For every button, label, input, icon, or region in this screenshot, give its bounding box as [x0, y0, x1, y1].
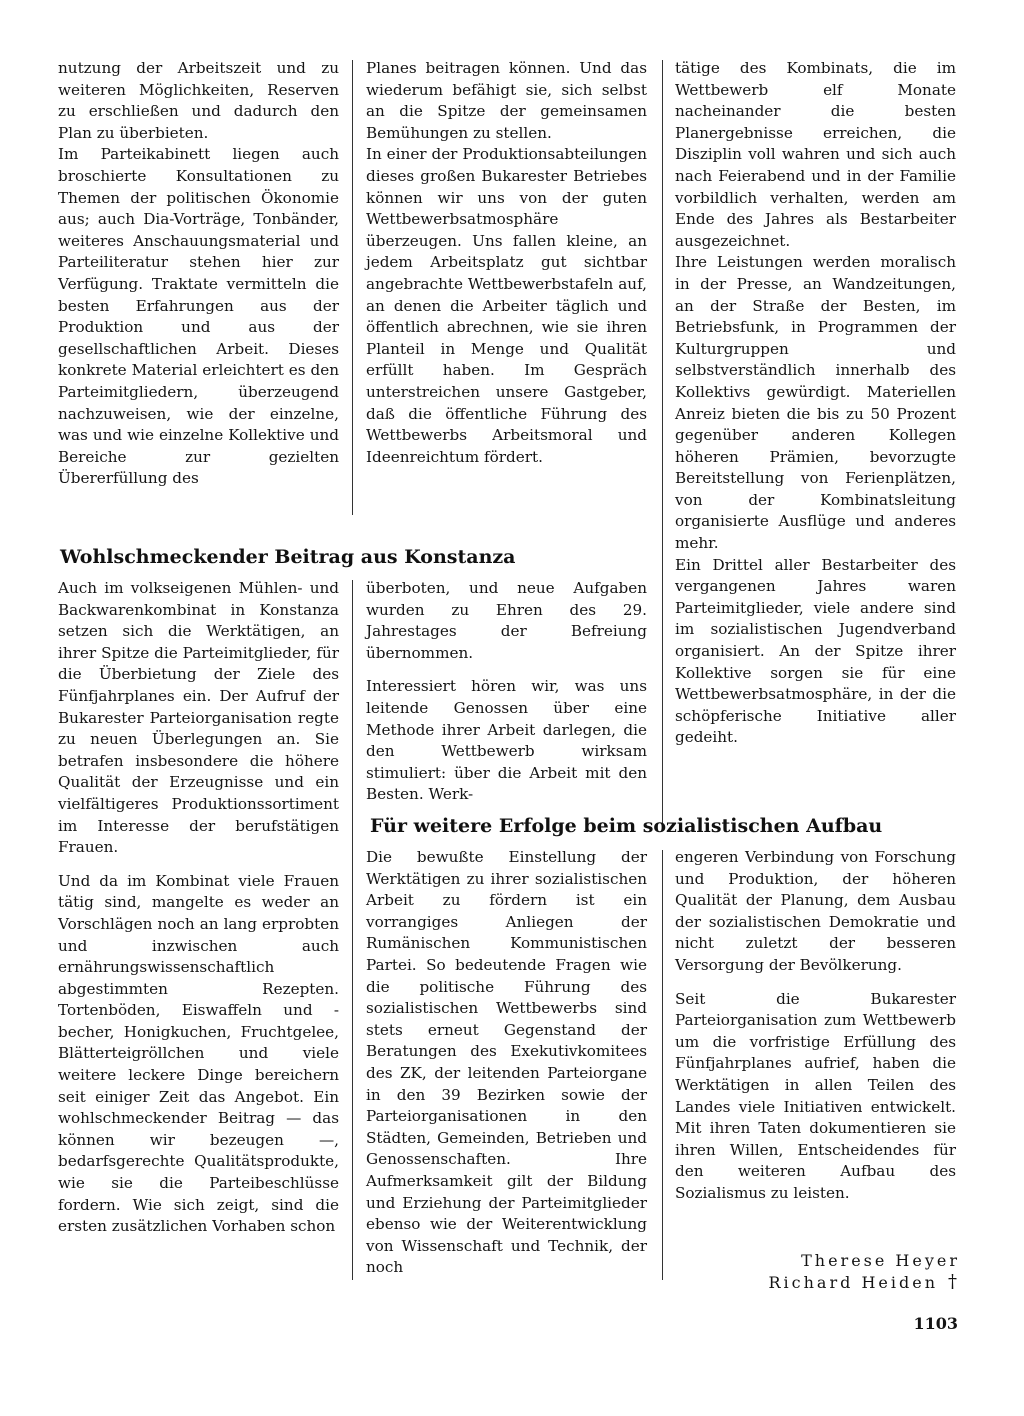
article-column-1-middle — [58, 578, 339, 1238]
article-column-2-lower — [366, 847, 647, 1279]
article-column-2-middle — [366, 578, 647, 806]
paragraph: Und da im Kombinat viele Frauen tätig sind, mangelte es weder an Vorschlägen noch an lang erprobten und inzwischen auch ernährungswissenschaftlich abgestimmten Rezepten. Tortenböden, Eiswaffeln und -becher, Honigkuchen, Fruchtgelee, Blätterteigröllchen und viele weitere leckere Dinge bereichern seit einiger Zeit das Angebot. Ein wohlschmeckender Beitrag — das können wir bezeugen —, bedarfsgerechte Qualitätsprodukte, wie sie die Parteibeschlüsse fordern. Wie sich zeigt, sind die ersten zusätzlichen Vorhaben schon — [58, 871, 339, 1236]
paragraph: Ein Drittel aller Bestarbeiter des vergangenen Jahres waren Parteimitglieder, viele andere sind im sozialistischen Jugendverband organisiert. An der Spitze ihrer Kollektive sorgen sie für eine Wettbewerbsatmosphäre, in der die schöpferische Initiative aller gedeiht. — [675, 555, 956, 747]
column-rule — [662, 60, 663, 830]
section-headline: Wohlschmeckender Beitrag aus Konstanza — [60, 546, 516, 568]
paragraph: Die bewußte Einstellung der Werktätigen zu ihrer sozialistischen Arbeit zu fördern ist ein vorrangiges Anliegen der Rumänischen Kommunistischen Partei. So bedeutende Fragen wie die politische Führung des sozialistischen Wettbewerbs sind stets erneut Gegenstand der Beratungen des Exekutivkomitees des ZK, der leitenden Parteiorgane in den 39 Bezirken sowie der Parteiorganisationen in den Städten, Gemeinden, Betrieben und Genossenschaften. Ihre Aufmerksamkeit gilt der Bildung und Erziehung der Parteimitglieder ebenso wie der Weiterentwicklung von Wissenschaft und Technik, der noch — [366, 848, 647, 1277]
paragraph: tätige des Kombinats, die im Wettbewerb elf Monate nacheinander die besten Planergebnisse erreichen, die Disziplin voll wahren und sich auch nach Feierabend und in der Familie vorbildlich verhalten, werden am Ende des Jahres als Bestarbeiter ausgezeichnet. — [675, 59, 956, 250]
paragraph: überboten, und neue Aufgaben wurden zu Ehren des 29. Jahrestages der Befreiung übernommen. — [366, 579, 647, 662]
column-rule — [352, 580, 353, 1280]
article-column-1-top — [58, 58, 339, 490]
article-column-2-top — [366, 58, 647, 468]
article-column-3-lower — [675, 847, 956, 1205]
section-headline: Für weitere Erfolge beim sozialistischen Aufbau — [370, 815, 883, 837]
page-number: 1103 — [913, 1314, 958, 1333]
paragraph: Interessiert hören wir, was uns leitende Genossen über eine Methode ihrer Arbeit darlegen, die den Wettbewerb wirksam stimuliert: über die Arbeit mit den Besten. Werk- — [366, 677, 647, 804]
paragraph: Planes beitragen können. Und das wiederum befähigt sie, sich selbst an die Spitze der gemeinsamen Bemühungen zu stellen. — [366, 59, 647, 142]
paragraph: In einer der Produktionsabteilungen dieses großen Bukarester Betriebes können wir uns von der guten Wettbewerbsatmosphäre überzeugen. Uns fallen kleine, an jedem Arbeitsplatz gut sichtbar angebrachte Wettbewerbstafeln auf, an denen die Arbeiter täglich und öffentlich abrechnen, wie sie ihren Planteil in Menge und Qualität erfüllt haben. Im Gespräch unterstreichen unsere Gastgeber, daß die öffentliche Führung des Wettbewerbs Arbeitsmoral und Ideenreichtum fördert. — [366, 145, 647, 466]
author-name: Richard Heiden — [768, 1273, 938, 1292]
paragraph: Auch im volkseigenen Mühlen- und Backwarenkombinat in Konstanza setzen sich die Werktätigen, an ihrer Spitze die Parteimitglieder, für die Überbietung der Ziele des Fünfjahrplanes ein. Der Aufruf der Bukarester Parteiorganisation regte zu neuen Überlegungen an. Sie betrafen insbesondere die höhere Qualität der Erzeugnisse und ein vielfältigeres Produktionssortiment im Interesse der berufstätigen Frauen. — [58, 579, 339, 857]
column-rule — [662, 850, 663, 1280]
paragraph: Ihre Leistungen werden moralisch in der Presse, an Wandzeitungen, an der Straße der Besten, im Betriebsfunk, in Programmen der Kulturgruppen und selbstverständlich innerhalb des Kollektivs gewürdigt. Materiellen Anreiz bieten die bis zu 50 Prozent gegenüber anderen Kollegen höheren Prämien, bevorzugte Bereitstellung von Ferienplätzen, von der Kombinatsleitung organisierte Ausflüge und anderes mehr. — [675, 253, 956, 553]
dagger-mark: † — [948, 1271, 957, 1292]
paragraph: engeren Verbindung von Forschung und Produktion, der höheren Qualität der Planung, dem Ausbau der sozialistischen Demokratie und nicht zuletzt der besseren Versorgung der Bevölkerung. — [675, 848, 956, 974]
author-name: Therese Heyer — [801, 1251, 960, 1270]
paragraph: Im Parteikabinett liegen auch broschierte Konsultationen zu Themen der politischen Ökonomie aus; auch Dia-Vorträge, Tonbänder, weiteres Anschauungsmaterial und Parteiliteratur stehen hier zur Verfügung. Traktate vermitteln die besten Erfahrungen aus der Produktion und aus der gesellschaftlichen Arbeit. Dieses konkrete Material erleichtert es den Parteimitgliedern, überzeugend nachzuweisen, wie der einzelne, was und wie einzelne Kollektive und Bereiche zur gezielten Übererfüllung des — [58, 145, 339, 488]
paragraph: Seit die Bukarester Parteiorganisation zum Wettbewerb um die vorfristige Erfüllung des Fünfjahrplanes aufrief, haben die Werktätigen in allen Teilen des Landes viele Initiativen entwickelt. Mit ihren Taten dokumentieren sie ihren Willen, Entscheidendes für den weiteren Aufbau des Sozialismus zu leisten. — [675, 989, 956, 1202]
article-column-3 — [675, 58, 956, 749]
column-rule — [352, 60, 353, 515]
paragraph: nutzung der Arbeitszeit und zu weiteren Möglichkeiten, Reserven zu erschließen und dadurch den Plan zu überbieten. — [58, 59, 339, 142]
